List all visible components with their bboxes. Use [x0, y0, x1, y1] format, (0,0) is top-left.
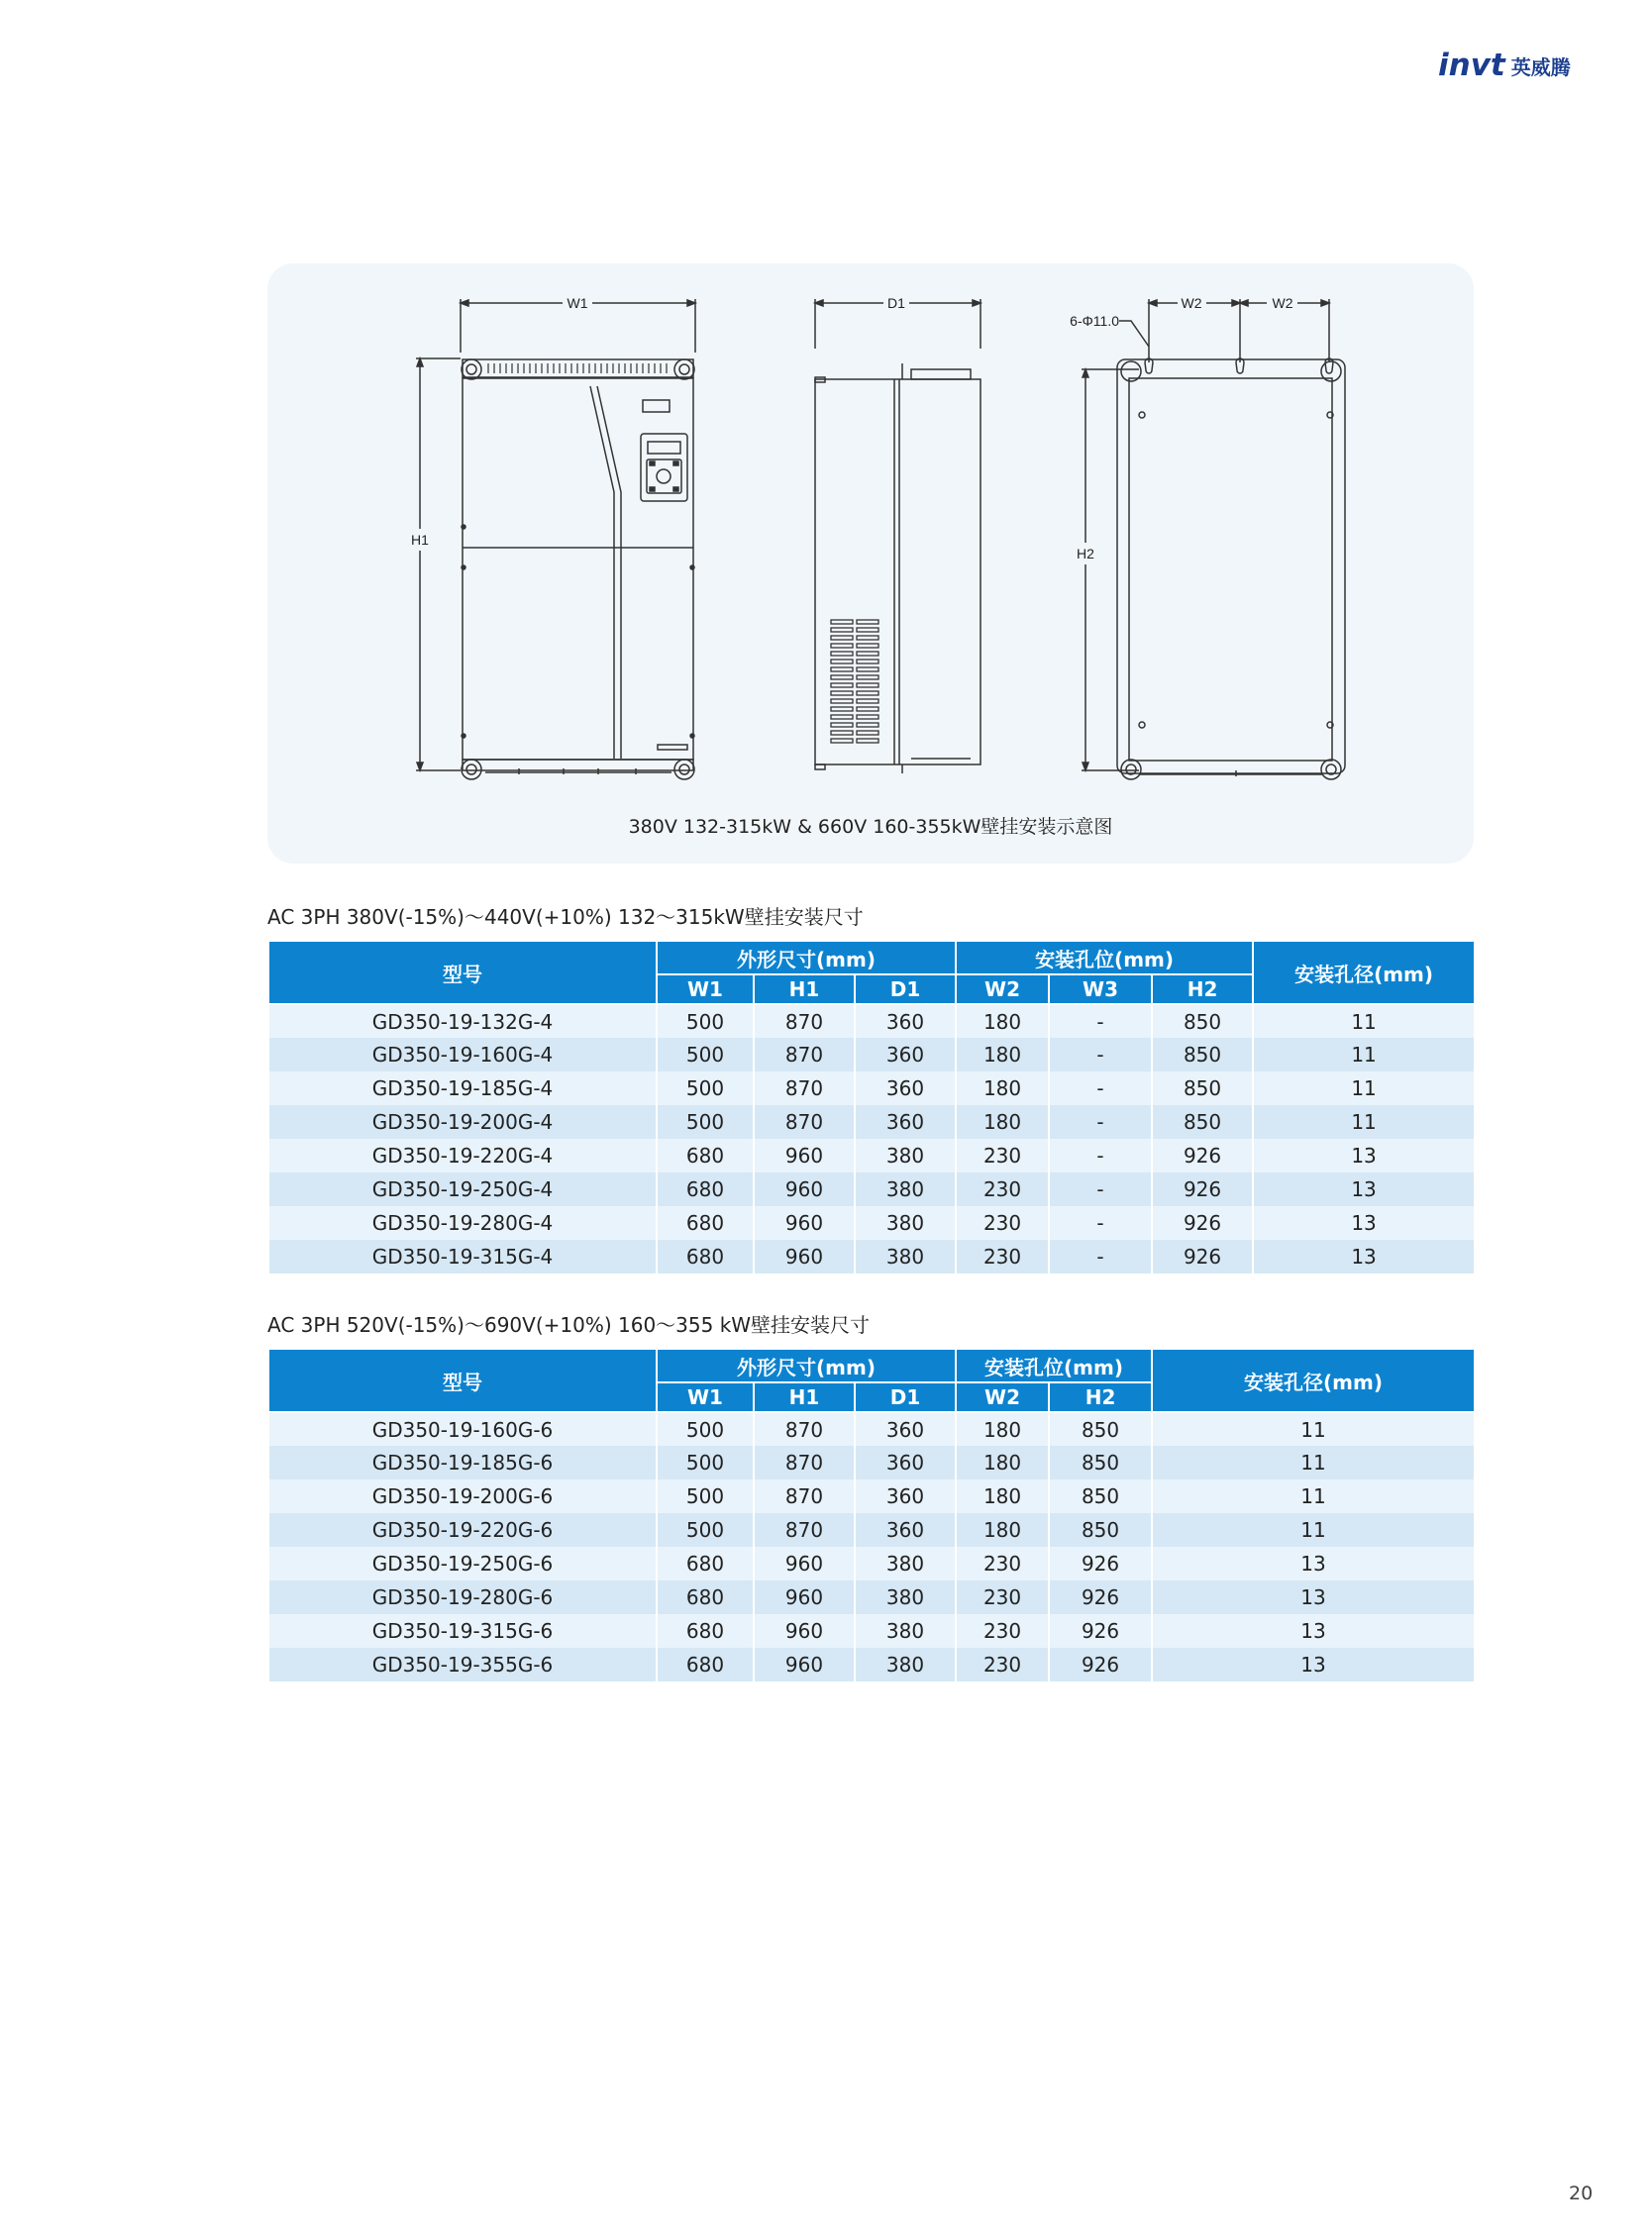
- cell-w3: -: [1049, 1240, 1152, 1273]
- cell-d1: 360: [855, 1412, 956, 1446]
- cell-d1: 360: [855, 1038, 956, 1071]
- table-row: [268, 1513, 1475, 1547]
- table1-header-h1: H1: [754, 974, 855, 1004]
- cell-w1: 500: [657, 1479, 754, 1513]
- cell-h2: 926: [1152, 1139, 1253, 1172]
- cell-model: GD350-19-315G-4: [268, 1240, 657, 1273]
- cell-hole: 13: [1152, 1648, 1475, 1681]
- cell-w2: 230: [956, 1139, 1049, 1172]
- cell-hole: 13: [1152, 1614, 1475, 1648]
- cell-w1: 500: [657, 1105, 754, 1139]
- table1-header-w2: W2: [956, 974, 1049, 1004]
- cell-w3: -: [1049, 1071, 1152, 1105]
- table2-header-hole: 安装孔径(mm): [1152, 1349, 1475, 1412]
- table1-header-mount: 安装孔位(mm): [956, 941, 1253, 974]
- cell-h2: 850: [1152, 1004, 1253, 1038]
- table-row: [268, 1139, 1475, 1172]
- cell-h1: 870: [754, 1446, 855, 1479]
- cell-hole: 11: [1152, 1479, 1475, 1513]
- cell-w2: 180: [956, 1412, 1049, 1446]
- dim-label-w1: W1: [567, 295, 588, 311]
- logo-brand: invt: [1438, 48, 1505, 83]
- table2-header-model: 型号: [268, 1349, 657, 1412]
- cell-w2: 180: [956, 1004, 1049, 1038]
- cell-w1: 500: [657, 1412, 754, 1446]
- dim-label-w2-right: W2: [1272, 295, 1293, 311]
- table2-title: AC 3PH 520V(-15%)～690V(+10%) 160～355 kW壁挂安装尺寸: [267, 1313, 871, 1337]
- cell-h1: 960: [754, 1648, 855, 1681]
- cell-model: GD350-19-132G-4: [268, 1004, 657, 1038]
- table2-header-d1: D1: [855, 1382, 956, 1412]
- cell-hole: 13: [1152, 1580, 1475, 1614]
- side-view: [815, 299, 981, 773]
- cell-h1: 870: [754, 1071, 855, 1105]
- dim-label-d1: D1: [887, 295, 905, 311]
- table2-header-h1: H1: [754, 1382, 855, 1412]
- cell-model: GD350-19-250G-6: [268, 1547, 657, 1580]
- dim-label-w2-left: W2: [1181, 295, 1202, 311]
- cell-w1: 680: [657, 1206, 754, 1240]
- table1-title: AC 3PH 380V(-15%)～440V(+10%) 132～315kW壁挂安装尺寸: [267, 905, 864, 929]
- cell-model: GD350-19-220G-6: [268, 1513, 657, 1547]
- cell-w1: 500: [657, 1004, 754, 1038]
- cell-model: GD350-19-250G-4: [268, 1172, 657, 1206]
- dim-label-h1: H1: [411, 532, 429, 548]
- cell-h1: 870: [754, 1004, 855, 1038]
- table-row: [268, 1206, 1475, 1240]
- installation-diagram: [267, 263, 1474, 864]
- cell-d1: 360: [855, 1004, 956, 1038]
- installation-diagram-panel: [267, 263, 1474, 864]
- cell-hole: 11: [1152, 1412, 1475, 1446]
- table-row: [268, 1038, 1475, 1071]
- cell-model: GD350-19-355G-6: [268, 1648, 657, 1681]
- cell-d1: 360: [855, 1105, 956, 1139]
- cell-h1: 960: [754, 1580, 855, 1614]
- cell-h1: 960: [754, 1172, 855, 1206]
- cell-w2: 180: [956, 1071, 1049, 1105]
- cell-h2: 850: [1049, 1412, 1152, 1446]
- cell-model: GD350-19-160G-6: [268, 1412, 657, 1446]
- table-row: [268, 1446, 1475, 1479]
- cell-model: GD350-19-185G-4: [268, 1071, 657, 1105]
- cell-h2: 850: [1049, 1446, 1152, 1479]
- table1-header-d1: D1: [855, 974, 956, 1004]
- table1-header-h2: H2: [1152, 974, 1253, 1004]
- table1-header-w3: W3: [1049, 974, 1152, 1004]
- table-row: [268, 1172, 1475, 1206]
- cell-hole: 11: [1253, 1105, 1475, 1139]
- cell-w2: 180: [956, 1105, 1049, 1139]
- cell-d1: 360: [855, 1071, 956, 1105]
- cell-h2: 850: [1049, 1513, 1152, 1547]
- cell-h2: 850: [1152, 1071, 1253, 1105]
- diagram-caption: 380V 132-315kW & 660V 160-355kW壁挂安装示意图: [628, 816, 1113, 838]
- cell-model: GD350-19-280G-4: [268, 1206, 657, 1240]
- cell-h2: 926: [1049, 1648, 1152, 1681]
- cell-h1: 870: [754, 1479, 855, 1513]
- page-number: 20: [1569, 2183, 1594, 2204]
- table1-header-model: 型号: [268, 941, 657, 1004]
- cell-hole: 13: [1253, 1172, 1475, 1206]
- cell-h1: 870: [754, 1105, 855, 1139]
- cell-d1: 380: [855, 1580, 956, 1614]
- table-row: [268, 1004, 1475, 1038]
- cell-w1: 680: [657, 1614, 754, 1648]
- table1-header-w1: W1: [657, 974, 754, 1004]
- logo-brand-cn: 英威腾: [1510, 54, 1571, 79]
- dim-label-h2: H2: [1077, 546, 1094, 561]
- table2-dimensions: [267, 1348, 1476, 1681]
- table-row: [268, 1240, 1475, 1273]
- cell-w2: 230: [956, 1648, 1049, 1681]
- cell-w1: 500: [657, 1071, 754, 1105]
- table-row: [268, 1580, 1475, 1614]
- table-row: [268, 1071, 1475, 1105]
- cell-w3: -: [1049, 1172, 1152, 1206]
- cell-d1: 360: [855, 1513, 956, 1547]
- cell-model: GD350-19-185G-6: [268, 1446, 657, 1479]
- cell-model: GD350-19-200G-4: [268, 1105, 657, 1139]
- cell-h2: 926: [1049, 1614, 1152, 1648]
- cell-hole: 11: [1253, 1071, 1475, 1105]
- table2-header-h2: H2: [1049, 1382, 1152, 1412]
- cell-w2: 230: [956, 1614, 1049, 1648]
- cell-hole: 13: [1253, 1139, 1475, 1172]
- table-row: [268, 1547, 1475, 1580]
- cell-h1: 960: [754, 1240, 855, 1273]
- cell-w3: -: [1049, 1038, 1152, 1071]
- cell-hole: 13: [1253, 1240, 1475, 1273]
- cell-d1: 380: [855, 1648, 956, 1681]
- table-row: [268, 1648, 1475, 1681]
- cell-d1: 380: [855, 1139, 956, 1172]
- cell-w1: 680: [657, 1139, 754, 1172]
- cell-d1: 360: [855, 1479, 956, 1513]
- cell-w2: 180: [956, 1513, 1049, 1547]
- cell-w3: -: [1049, 1139, 1152, 1172]
- cell-d1: 380: [855, 1547, 956, 1580]
- cell-w1: 500: [657, 1038, 754, 1071]
- cell-hole: 11: [1152, 1446, 1475, 1479]
- cell-h2: 926: [1049, 1547, 1152, 1580]
- cell-w3: -: [1049, 1004, 1152, 1038]
- cell-hole: 13: [1253, 1206, 1475, 1240]
- table1-dimensions: [267, 940, 1476, 1273]
- cell-d1: 380: [855, 1206, 956, 1240]
- cell-w1: 680: [657, 1240, 754, 1273]
- invt-logo: [1438, 46, 1571, 85]
- cell-w2: 180: [956, 1446, 1049, 1479]
- cell-w2: 180: [956, 1038, 1049, 1071]
- cell-w1: 680: [657, 1547, 754, 1580]
- cell-w1: 500: [657, 1446, 754, 1479]
- cell-d1: 380: [855, 1240, 956, 1273]
- cell-hole: 13: [1152, 1547, 1475, 1580]
- cell-model: GD350-19-220G-4: [268, 1139, 657, 1172]
- cell-w3: -: [1049, 1105, 1152, 1139]
- cell-h2: 850: [1152, 1038, 1253, 1071]
- cell-w2: 230: [956, 1172, 1049, 1206]
- cell-h1: 960: [754, 1614, 855, 1648]
- cell-w1: 680: [657, 1648, 754, 1681]
- cell-w2: 230: [956, 1206, 1049, 1240]
- front-view: [416, 299, 695, 779]
- cell-hole: 11: [1152, 1513, 1475, 1547]
- table1-header-outline: 外形尺寸(mm): [657, 941, 956, 974]
- cell-w2: 230: [956, 1240, 1049, 1273]
- mounting-holes-label: 6-Φ11.0: [1070, 313, 1119, 329]
- cell-h2: 926: [1152, 1206, 1253, 1240]
- table2-header-w1: W1: [657, 1382, 754, 1412]
- cell-h2: 926: [1152, 1240, 1253, 1273]
- table-row: [268, 1412, 1475, 1446]
- table-row: [268, 1614, 1475, 1648]
- cell-h1: 870: [754, 1412, 855, 1446]
- cell-model: GD350-19-315G-6: [268, 1614, 657, 1648]
- cell-w2: 180: [956, 1479, 1049, 1513]
- cell-model: GD350-19-280G-6: [268, 1580, 657, 1614]
- cell-h1: 960: [754, 1547, 855, 1580]
- cell-d1: 380: [855, 1614, 956, 1648]
- cell-h2: 926: [1152, 1172, 1253, 1206]
- cell-w2: 230: [956, 1580, 1049, 1614]
- cell-w1: 680: [657, 1580, 754, 1614]
- cell-w1: 500: [657, 1513, 754, 1547]
- table-row: [268, 1479, 1475, 1513]
- cell-h2: 850: [1049, 1479, 1152, 1513]
- cell-model: GD350-19-200G-6: [268, 1479, 657, 1513]
- cell-w1: 680: [657, 1172, 754, 1206]
- cell-h1: 870: [754, 1513, 855, 1547]
- back-view: [1082, 299, 1345, 779]
- cell-hole: 11: [1253, 1004, 1475, 1038]
- table2-header-mount: 安装孔位(mm): [956, 1349, 1152, 1382]
- cell-h2: 926: [1049, 1580, 1152, 1614]
- cell-d1: 380: [855, 1172, 956, 1206]
- cell-d1: 360: [855, 1446, 956, 1479]
- cell-w3: -: [1049, 1206, 1152, 1240]
- cell-h1: 960: [754, 1139, 855, 1172]
- table1-header-hole: 安装孔径(mm): [1253, 941, 1475, 1004]
- cell-model: GD350-19-160G-4: [268, 1038, 657, 1071]
- cell-w2: 230: [956, 1547, 1049, 1580]
- cell-h1: 960: [754, 1206, 855, 1240]
- cell-h1: 870: [754, 1038, 855, 1071]
- table2-header-outline: 外形尺寸(mm): [657, 1349, 956, 1382]
- table2-header-w2: W2: [956, 1382, 1049, 1412]
- cell-hole: 11: [1253, 1038, 1475, 1071]
- cell-h2: 850: [1152, 1105, 1253, 1139]
- table-row: [268, 1105, 1475, 1139]
